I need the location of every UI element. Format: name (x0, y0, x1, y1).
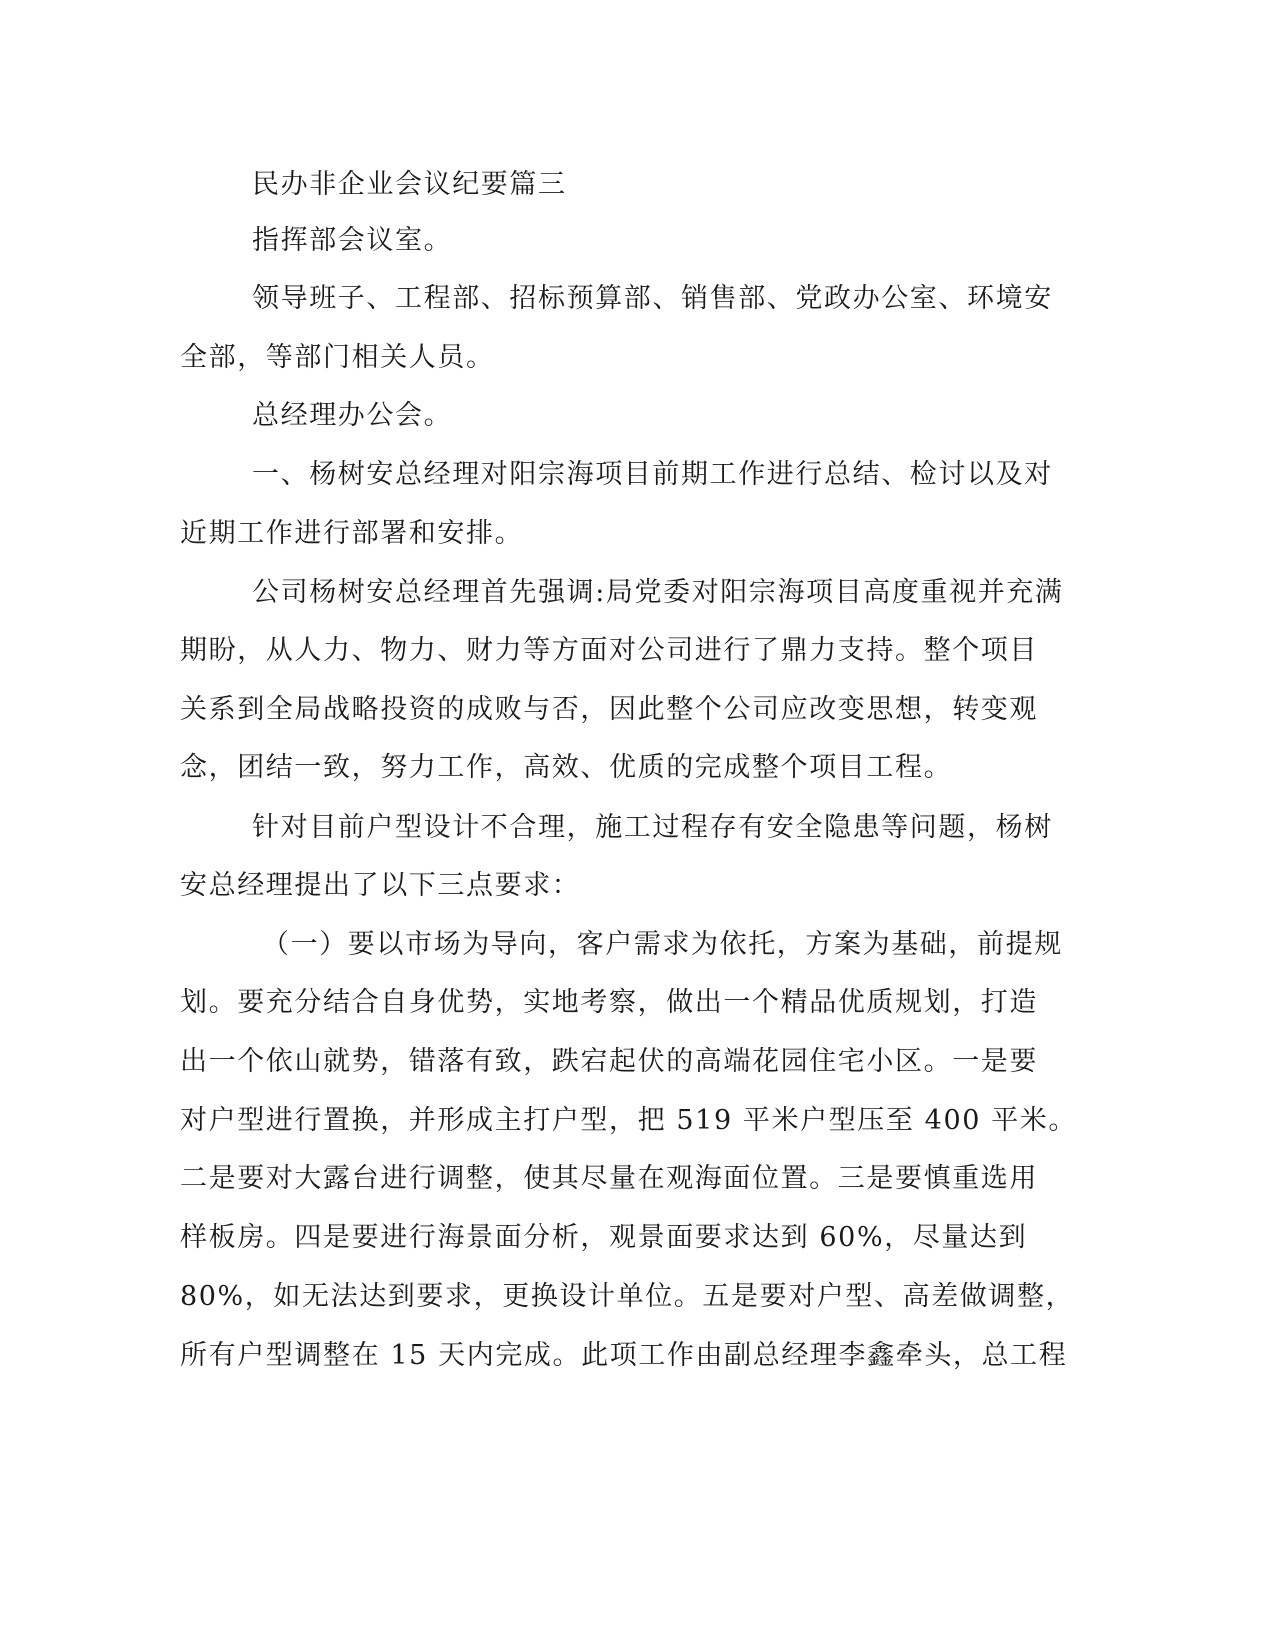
paragraph-line: 指挥部会议室。 (252, 225, 453, 256)
paragraph-line: 领导班子、工程部、招标预算部、销售部、党政办公室、环境安 (252, 283, 1053, 314)
paragraph-line: 公司杨树安总经理首先强调:局党委对阳宗海项目高度重视并充满 (252, 577, 1064, 608)
paragraph-line: 出一个依山就势，错落有致，跌宕起伏的高端花园住宅小区。一是要 (180, 1046, 1038, 1077)
paragraph-line: （一）要以市场为导向，客户需求为依托，方案为基础，前提规 (262, 929, 1063, 960)
paragraph-line: 对户型进行置换，并形成主打户型，把 519 平米户型压至 400 平米。 (180, 1105, 1077, 1136)
paragraph-line: 念，团结一致，努力工作，高效、优质的完成整个项目工程。 (180, 752, 953, 783)
paragraph-line: 近期工作进行部署和安排。 (180, 518, 524, 549)
paragraph-line: 总经理办公会。 (252, 400, 453, 431)
paragraph-line: 划。要充分结合自身优势，实地考察，做出一个精品优质规划，打造 (180, 987, 1038, 1018)
paragraph-line: 一、杨树安总经理对阳宗海项目前期工作进行总结、检讨以及对 (252, 459, 1053, 490)
paragraph-line: 二是要对大露台进行调整，使其尽量在观海面位置。三是要慎重选用 (180, 1163, 1038, 1194)
paragraph-line: 安总经理提出了以下三点要求： (180, 870, 581, 901)
document-title: 民办非企业会议纪要篇三 (252, 169, 567, 200)
paragraph-line: 样板房。四是要进行海景面分析，观景面要求达到 60%，尽量达到 (180, 1222, 1028, 1253)
paragraph-line: 80%，如无法达到要求，更换设计单位。五是要对户型、高差做调整， (180, 1281, 1075, 1312)
paragraph-line: 期盼，从人力、物力、财力等方面对公司进行了鼎力支持。整个项目 (180, 635, 1038, 666)
paragraph-line: 针对目前户型设计不合理，施工过程存有安全隐患等问题，杨树 (252, 812, 1053, 843)
paragraph-line: 关系到全局战略投资的成败与否，因此整个公司应改变思想，转变观 (180, 694, 1038, 725)
paragraph-line: 全部，等部门相关人员。 (180, 342, 495, 373)
paragraph-line: 所有户型调整在 15 天内完成。此项工作由副总经理李鑫牵头，总工程 (180, 1340, 1068, 1371)
